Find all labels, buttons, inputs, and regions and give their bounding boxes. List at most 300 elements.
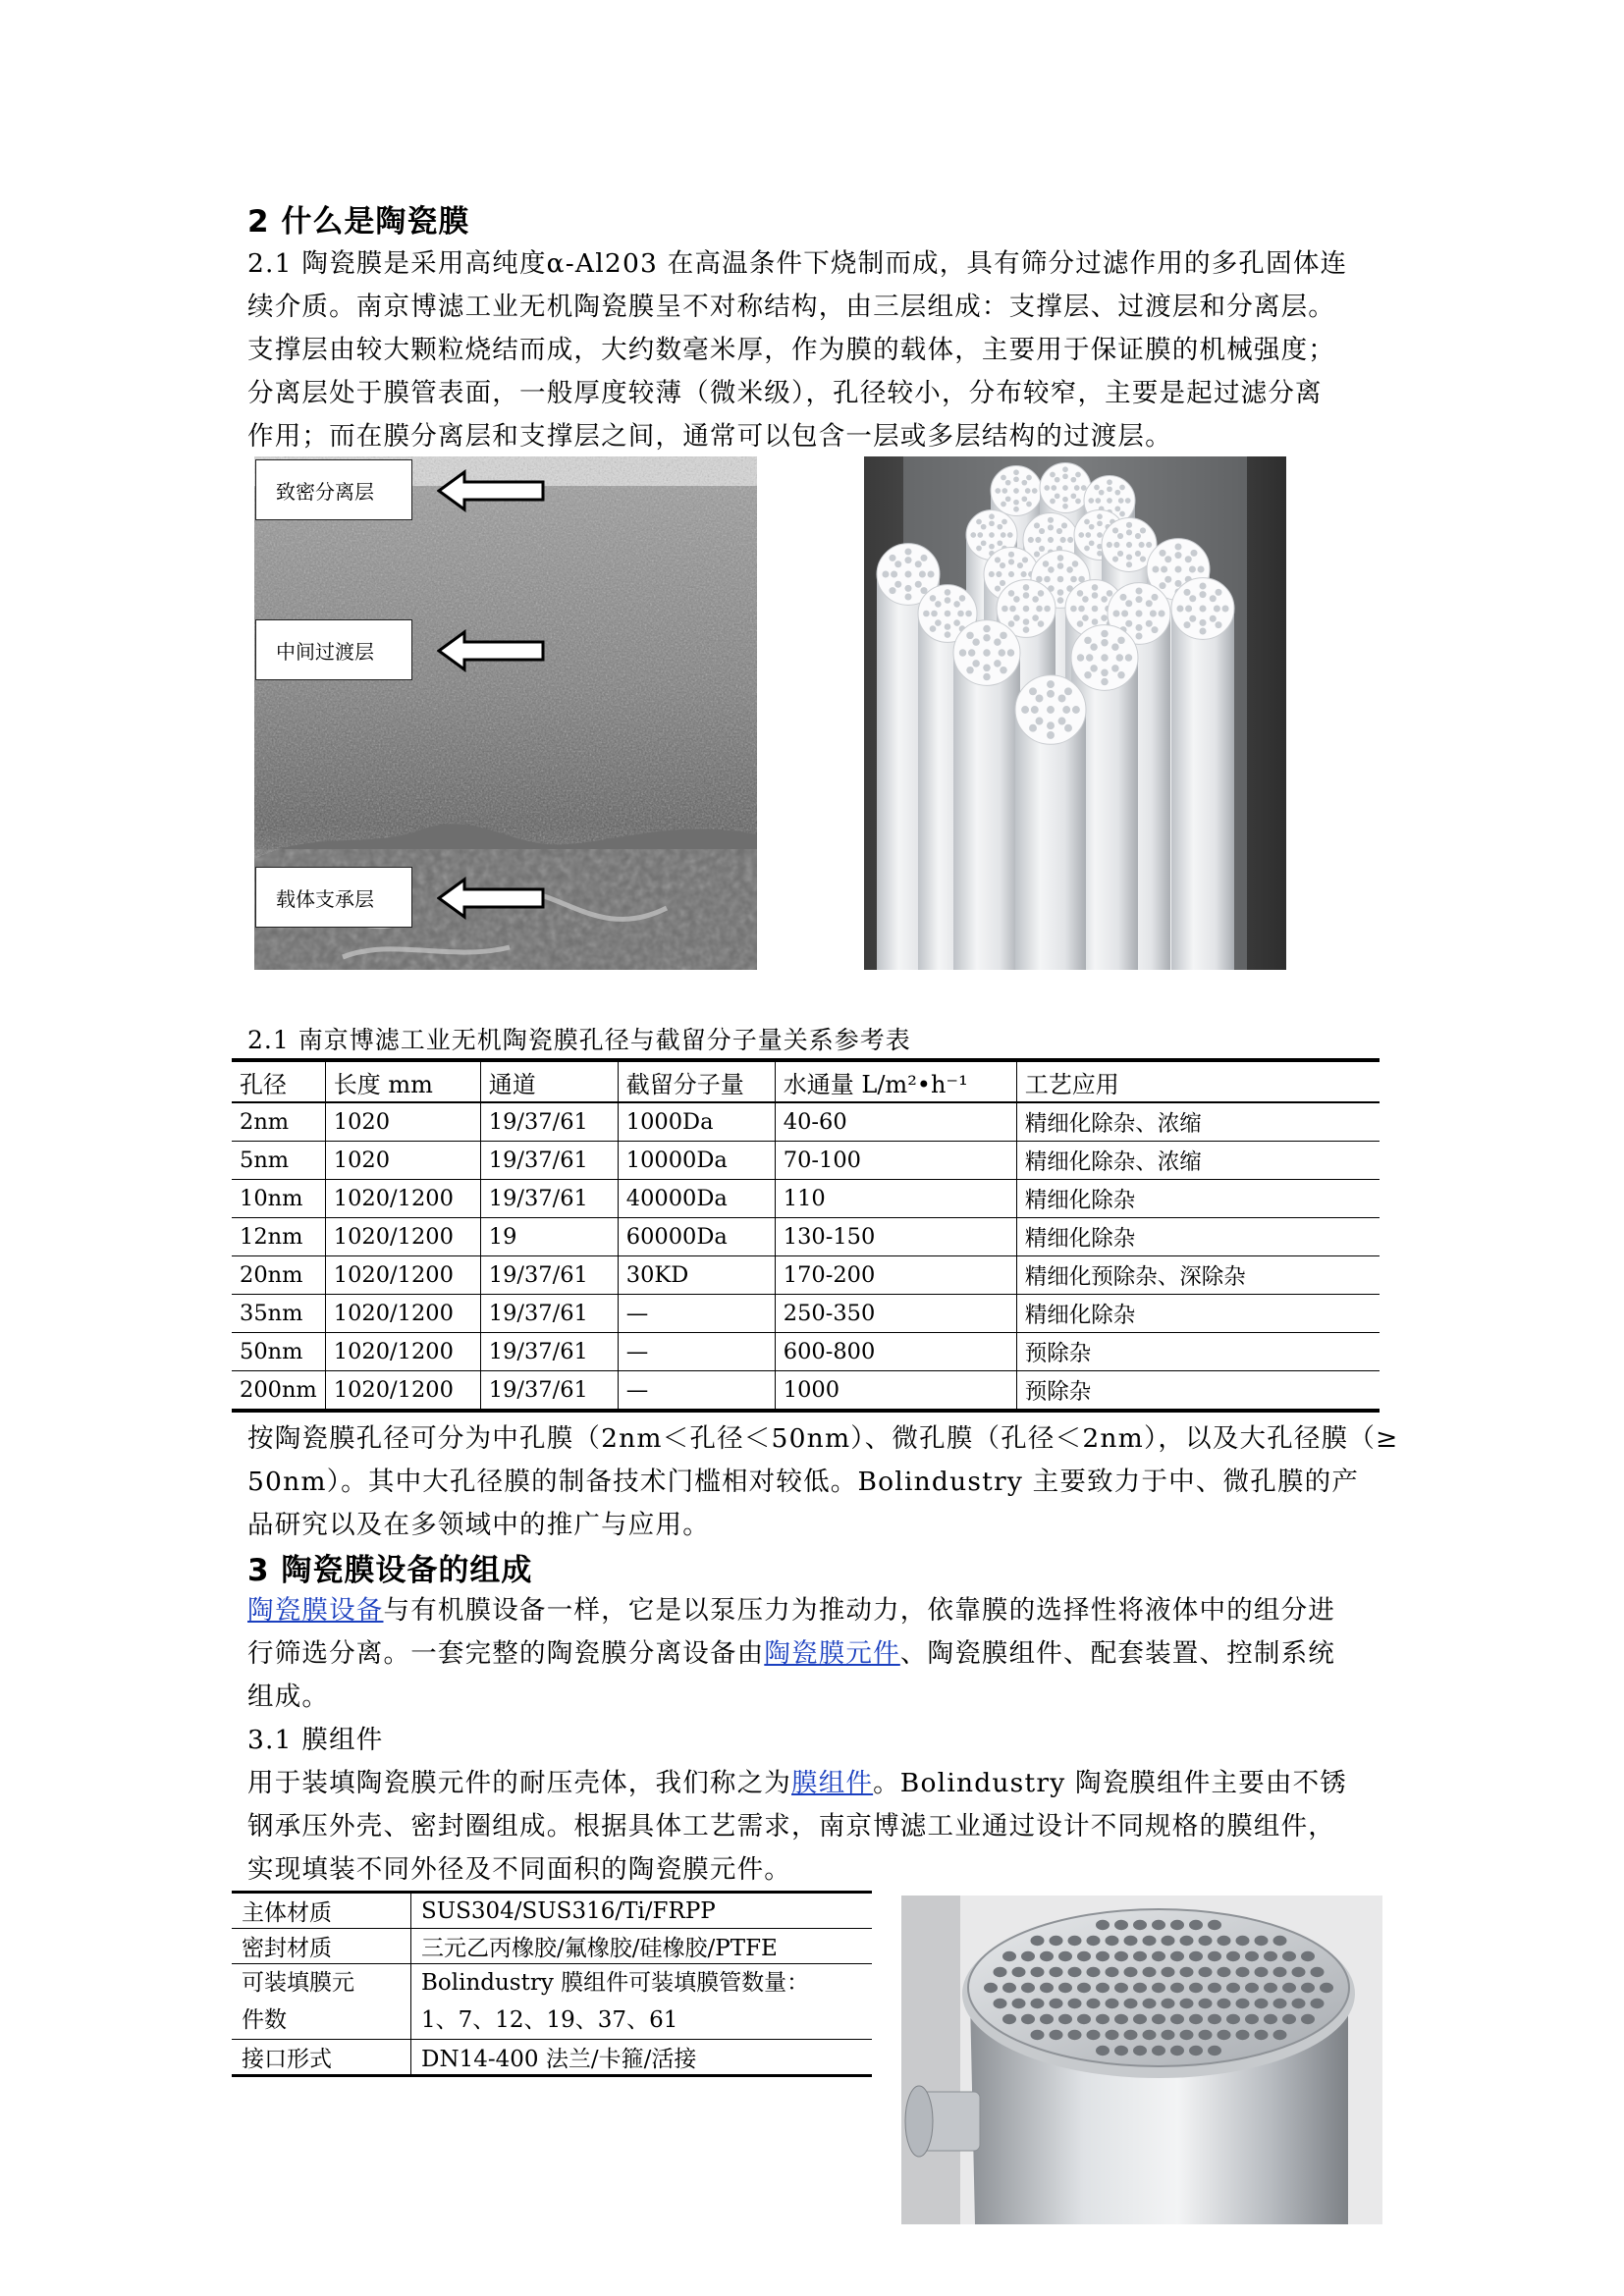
channel-hole bbox=[1107, 479, 1112, 485]
channel-hole bbox=[1199, 605, 1206, 612]
plate-hole bbox=[1031, 1967, 1045, 1977]
plate-hole bbox=[1199, 1999, 1213, 2008]
paragraph-line bbox=[247, 1589, 1406, 1632]
channel-hole bbox=[1077, 620, 1084, 627]
channel-hole bbox=[1135, 624, 1142, 631]
channel-hole bbox=[1198, 565, 1205, 572]
channel-hole bbox=[1183, 621, 1190, 628]
text-span: 、陶瓷膜组件、配套装置、控制系统 bbox=[899, 1638, 1336, 1669]
channel-hole bbox=[904, 594, 911, 601]
plate-hole bbox=[1050, 1999, 1063, 2008]
channel-hole bbox=[1135, 633, 1142, 640]
plate-hole bbox=[1236, 1999, 1250, 2008]
table-cell: 精细化除杂 bbox=[1016, 1180, 1380, 1218]
plate-hole bbox=[1152, 2046, 1165, 2056]
channel-hole bbox=[1151, 594, 1158, 601]
table-cell: — bbox=[618, 1295, 775, 1333]
plate-hole bbox=[1012, 1999, 1026, 2008]
plate-hole bbox=[1199, 1967, 1213, 1977]
channel-hole bbox=[1215, 621, 1221, 628]
plate-hole bbox=[1143, 2030, 1157, 2040]
table-cell: 1020 bbox=[325, 1102, 480, 1142]
plate-hole bbox=[1236, 2030, 1250, 2040]
channel-hole bbox=[983, 665, 990, 671]
plate-hole bbox=[1255, 2030, 1269, 2040]
plate-hole bbox=[1114, 1983, 1128, 1993]
channel-hole bbox=[1117, 533, 1123, 539]
plate-hole bbox=[1218, 2030, 1231, 2040]
channel-hole bbox=[1099, 490, 1105, 496]
plate-hole bbox=[1170, 2046, 1184, 2056]
channel-hole bbox=[1189, 565, 1196, 572]
spec-value bbox=[411, 1964, 873, 2040]
channel-hole bbox=[1047, 680, 1055, 688]
channel-hole bbox=[1029, 687, 1037, 695]
channel-hole bbox=[1032, 614, 1039, 621]
plate-hole bbox=[1133, 2046, 1147, 2056]
channel-hole bbox=[1013, 476, 1019, 482]
text-span: 。Bolindustry 陶瓷膜组件主要由不锈 bbox=[873, 1768, 1347, 1798]
table-cell: 1020 bbox=[325, 1142, 480, 1180]
table-cell: 19/37/61 bbox=[480, 1295, 618, 1333]
channel-hole bbox=[1113, 542, 1119, 548]
channel-hole bbox=[1013, 488, 1019, 494]
paragraph-line: 按陶瓷膜孔径可分为中孔膜（2nm＜孔径＜50nm）、微孔膜（孔径＜2nm），以及大孔径膜（≥ bbox=[247, 1423, 1399, 1454]
plate-hole bbox=[1040, 1983, 1054, 1993]
channel-hole bbox=[935, 619, 942, 626]
plate-hole bbox=[1152, 1983, 1165, 1993]
channel-hole bbox=[1060, 537, 1066, 543]
table-cell: 30KD bbox=[618, 1256, 775, 1295]
channel-hole bbox=[1126, 529, 1132, 535]
channel-hole bbox=[1092, 618, 1099, 625]
channel-hole bbox=[1023, 618, 1030, 625]
plate-hole bbox=[1189, 1920, 1203, 1930]
plate-hole bbox=[1273, 1967, 1287, 1977]
channel-hole bbox=[1097, 513, 1103, 519]
plate-hole bbox=[1236, 1936, 1250, 1946]
channel-hole bbox=[1084, 671, 1091, 678]
table-cell: 2nm bbox=[232, 1102, 325, 1142]
header-mwco: 截留分子量 bbox=[618, 1060, 775, 1102]
channel-hole bbox=[1057, 589, 1064, 596]
table-cell: 110 bbox=[775, 1180, 1016, 1218]
channel-hole bbox=[957, 611, 964, 617]
spec-value: 三元乙丙橡胶/氟橡胶/硅橡胶/PTFE bbox=[411, 1929, 873, 1964]
spec-value: DN14-400 法兰/卡箍/活接 bbox=[411, 2040, 873, 2076]
channel-hole bbox=[1185, 605, 1192, 612]
table-cell: — bbox=[618, 1333, 775, 1371]
paragraph-line: 支撑层由较大颗粒烧结而成，大约数毫米厚，作为膜的载体，主要用于保证膜的机械强度； bbox=[247, 335, 1335, 365]
channel-hole bbox=[1189, 615, 1196, 622]
plate-hole bbox=[1162, 2030, 1175, 2040]
plate-hole bbox=[1058, 1951, 1072, 1961]
channel-hole bbox=[1117, 551, 1123, 557]
plate-hole bbox=[1208, 1920, 1221, 1930]
channel-hole bbox=[1050, 499, 1056, 505]
channel-hole bbox=[1140, 527, 1146, 533]
plate-hole bbox=[1255, 1999, 1269, 2008]
channel-hole bbox=[1119, 594, 1126, 601]
channel-hole bbox=[1044, 485, 1050, 491]
table-cell: — bbox=[618, 1371, 775, 1412]
channel-hole bbox=[1008, 620, 1015, 627]
table-cell: 40-60 bbox=[775, 1102, 1016, 1142]
plate-hole bbox=[1114, 2014, 1128, 2024]
channel-hole bbox=[889, 587, 895, 594]
channel-hole bbox=[1112, 556, 1118, 561]
channel-hole bbox=[1119, 511, 1125, 517]
channel-hole bbox=[959, 595, 966, 602]
channel-hole bbox=[953, 601, 960, 608]
plate-hole bbox=[1152, 1920, 1165, 1930]
channel-hole bbox=[1021, 706, 1029, 714]
channel-hole bbox=[1135, 610, 1142, 616]
channel-hole bbox=[1048, 537, 1054, 543]
channel-hole bbox=[1064, 724, 1072, 732]
plate-hole bbox=[1068, 1967, 1082, 1977]
channel-hole bbox=[1117, 671, 1124, 678]
pore-classification-paragraph bbox=[247, 1417, 1406, 1547]
channel-hole bbox=[997, 540, 1002, 546]
header-length: 长度 mm bbox=[325, 1060, 480, 1102]
channel-hole bbox=[1090, 665, 1097, 671]
spec-key-line: 可装填膜元 bbox=[242, 1970, 354, 1996]
plate-hole bbox=[1058, 2014, 1072, 2024]
pore-size-table bbox=[232, 1058, 1380, 1413]
channel-hole bbox=[1084, 519, 1090, 525]
channel-hole bbox=[1044, 606, 1051, 613]
plate-hole bbox=[1226, 1983, 1240, 1993]
spec-value-line: 1、7、12、19、37、61 bbox=[421, 2007, 678, 2033]
plate-hole bbox=[1282, 1983, 1296, 1993]
channel-hole bbox=[930, 595, 937, 602]
channel-hole bbox=[1135, 551, 1141, 557]
channel-hole bbox=[1107, 498, 1112, 504]
channel-hole bbox=[1013, 500, 1019, 506]
channel-hole bbox=[1070, 606, 1077, 613]
channel-hole bbox=[1038, 620, 1045, 627]
plate-hole bbox=[1189, 2014, 1203, 2024]
table-cell: 预除杂 bbox=[1016, 1371, 1380, 1412]
channel-hole bbox=[1164, 556, 1171, 562]
channel-hole bbox=[995, 585, 1001, 591]
membrane-module-photo bbox=[901, 1896, 1382, 2224]
channel-hole bbox=[983, 673, 990, 680]
channel-hole bbox=[1118, 498, 1124, 504]
sem-label-dense-layer: 致密分离层 bbox=[255, 459, 412, 520]
table-row bbox=[232, 1142, 1380, 1180]
table-cell: 40000Da bbox=[618, 1180, 775, 1218]
channel-hole bbox=[1101, 639, 1108, 646]
plate-hole bbox=[1096, 1951, 1110, 1961]
table-cell: 600-800 bbox=[775, 1333, 1016, 1371]
channel-hole bbox=[1111, 665, 1118, 671]
channel-hole bbox=[904, 570, 911, 577]
channel-hole bbox=[1085, 532, 1091, 538]
plate-hole bbox=[1208, 2046, 1221, 2056]
plate-hole bbox=[1180, 1967, 1194, 1977]
table-row bbox=[232, 1929, 872, 1964]
plate-hole bbox=[1264, 1951, 1277, 1961]
plate-hole bbox=[1273, 2030, 1287, 2040]
channel-hole bbox=[995, 557, 1001, 562]
channel-hole bbox=[981, 524, 987, 530]
plate-hole bbox=[1170, 2014, 1184, 2024]
channel-hole bbox=[972, 638, 979, 645]
table-cell: 5nm bbox=[232, 1142, 325, 1180]
plate-hole bbox=[1124, 1999, 1138, 2008]
channel-hole bbox=[1001, 519, 1007, 525]
table-cell: 19/37/61 bbox=[480, 1102, 618, 1142]
plate-hole bbox=[1218, 1999, 1231, 2008]
channel-hole bbox=[1084, 637, 1091, 644]
plate-hole bbox=[994, 1967, 1007, 1977]
plate-hole bbox=[1292, 1967, 1306, 1977]
plate-hole bbox=[1031, 2030, 1045, 2040]
channel-hole bbox=[1150, 610, 1157, 616]
table-cell: 50nm bbox=[232, 1333, 325, 1371]
ceramic-membrane-element-link[interactable]: 陶瓷膜元件 bbox=[764, 1638, 900, 1669]
plate-hole bbox=[1245, 1951, 1259, 1961]
channel-hole bbox=[1043, 561, 1050, 567]
plate-hole bbox=[1189, 2046, 1203, 2056]
plate-hole bbox=[1002, 1983, 1016, 1993]
table-cell: 1020/1200 bbox=[325, 1333, 480, 1371]
channel-hole bbox=[1159, 550, 1165, 557]
plate-hole bbox=[1189, 1983, 1203, 1993]
left-arrow-icon bbox=[437, 877, 547, 920]
channel-hole bbox=[970, 532, 976, 538]
channel-hole bbox=[1174, 552, 1181, 559]
channel-hole bbox=[1005, 480, 1011, 486]
channel-hole bbox=[915, 581, 922, 588]
plate-hole bbox=[1021, 1983, 1035, 1993]
channel-hole bbox=[1064, 687, 1072, 695]
table-row bbox=[232, 1964, 872, 2040]
channel-hole bbox=[1199, 582, 1206, 589]
channel-hole bbox=[1047, 690, 1055, 698]
channel-hole bbox=[1034, 551, 1040, 557]
table-cell: 1020/1200 bbox=[325, 1256, 480, 1295]
channel-hole bbox=[1152, 565, 1159, 572]
plate-hole bbox=[1245, 2014, 1259, 2024]
channel-hole bbox=[931, 611, 938, 617]
channel-hole bbox=[1001, 606, 1008, 613]
ceramic-tubes-photo bbox=[864, 456, 1286, 970]
channel-hole bbox=[1001, 488, 1007, 494]
channel-hole bbox=[915, 561, 922, 567]
channel-hole bbox=[976, 546, 982, 552]
channel-hole bbox=[1082, 614, 1089, 621]
channel-hole bbox=[1026, 502, 1032, 507]
channel-hole bbox=[1062, 497, 1068, 503]
channel-hole bbox=[1032, 596, 1039, 603]
channel-hole bbox=[904, 548, 911, 555]
subsection-3-1-paragraph bbox=[247, 1762, 1406, 1892]
table-row bbox=[232, 1218, 1380, 1256]
plate-hole bbox=[994, 1999, 1007, 2008]
channel-hole bbox=[1000, 562, 1005, 568]
table-cell: 19 bbox=[480, 1218, 618, 1256]
channel-hole bbox=[1183, 589, 1190, 596]
paragraph-line bbox=[247, 1632, 1406, 1676]
channel-hole bbox=[1086, 654, 1093, 661]
channel-hole bbox=[983, 634, 990, 641]
channel-hole bbox=[889, 555, 895, 561]
plate-hole bbox=[1170, 1983, 1184, 1993]
channel-hole bbox=[923, 611, 930, 617]
plate-hole bbox=[1143, 1936, 1157, 1946]
channel-hole bbox=[1039, 546, 1045, 552]
channel-hole bbox=[997, 524, 1002, 530]
plate-hole bbox=[1133, 1983, 1147, 1993]
header-pore-size: 孔径 bbox=[232, 1060, 325, 1102]
plate-hole bbox=[1124, 1967, 1138, 1977]
table-cell: 170-200 bbox=[775, 1256, 1016, 1295]
plate-hole bbox=[1162, 1967, 1175, 1977]
channel-hole bbox=[1008, 559, 1014, 564]
channel-hole bbox=[919, 570, 926, 577]
text-span: 与有机膜设备一样，它是以泵压力为推动力，依靠膜的选择性将液体中的组分进 bbox=[383, 1595, 1335, 1626]
plate-hole bbox=[1273, 1999, 1287, 2008]
plate-hole bbox=[1320, 1983, 1333, 1993]
channel-hole bbox=[966, 667, 973, 673]
paragraph-line: 钢承压外壳、密封圈组成。根据具体工艺需求，南京博滤工业通过设计不同规格的膜组件， bbox=[247, 1811, 1335, 1842]
paragraph-line: 组成。 bbox=[247, 1682, 330, 1712]
channel-hole bbox=[1009, 606, 1016, 613]
channel-hole bbox=[966, 632, 973, 639]
plate-hole bbox=[1050, 1967, 1063, 1977]
paragraph-line: 2.1 陶瓷膜是采用高纯度α-Al203 在高温条件下烧制而成，具有筛分过滤作用的多孔固体连 bbox=[247, 248, 1348, 279]
channel-hole bbox=[928, 570, 935, 577]
plate-hole bbox=[1143, 1999, 1157, 2008]
text-span: 用于装填陶瓷膜元件的耐压壳体，我们称之为 bbox=[247, 1768, 791, 1798]
plate-hole bbox=[1199, 1936, 1213, 1946]
channel-hole bbox=[1034, 522, 1040, 528]
plate-hole bbox=[1133, 2014, 1147, 2024]
section-2-paragraph bbox=[247, 242, 1406, 458]
channel-hole bbox=[1107, 590, 1113, 597]
membrane-module-link[interactable]: 膜组件 bbox=[791, 1768, 874, 1798]
table-cell: 精细化预除杂、深除杂 bbox=[1016, 1256, 1380, 1295]
channel-hole bbox=[1077, 654, 1084, 661]
spec-key: 接口形式 bbox=[232, 2040, 411, 2076]
plate-hole bbox=[1058, 1983, 1072, 1993]
table-cell: 19/37/61 bbox=[480, 1256, 618, 1295]
channel-hole bbox=[1047, 731, 1055, 739]
channel-hole bbox=[1151, 626, 1158, 633]
channel-hole bbox=[1199, 591, 1206, 598]
channel-hole bbox=[904, 585, 911, 592]
plate-hole bbox=[1124, 1936, 1138, 1946]
channel-hole bbox=[1047, 706, 1055, 714]
channel-hole bbox=[945, 589, 951, 596]
plate-hole bbox=[1152, 2014, 1165, 2024]
plate-hole bbox=[1133, 1951, 1147, 1961]
plate-hole bbox=[1311, 1967, 1325, 1977]
channel-hole bbox=[983, 625, 990, 632]
paragraph-line: 50nm）。其中大孔径膜的制备技术门槛相对较低。Bolindustry 主要致力于中、微孔膜的产 bbox=[247, 1467, 1360, 1497]
table-cell: 12nm bbox=[232, 1218, 325, 1256]
channel-hole bbox=[1089, 524, 1095, 530]
channel-hole bbox=[1021, 496, 1027, 502]
channel-hole bbox=[1070, 477, 1076, 483]
channel-hole bbox=[1125, 620, 1132, 627]
channel-hole bbox=[1013, 596, 1020, 603]
ceramic-membrane-equipment-link[interactable]: 陶瓷膜设备 bbox=[247, 1595, 384, 1626]
channel-hole bbox=[972, 660, 979, 667]
channel-hole bbox=[1174, 580, 1181, 587]
channel-hole bbox=[1092, 584, 1099, 591]
plate-hole bbox=[1068, 2030, 1082, 2040]
channel-hole bbox=[1126, 561, 1132, 567]
channel-hole bbox=[989, 532, 995, 538]
plate-hole bbox=[1152, 1951, 1165, 1961]
channel-hole bbox=[1135, 533, 1141, 539]
table-cell: 130-150 bbox=[775, 1218, 1016, 1256]
plate-hole bbox=[1096, 1920, 1110, 1930]
channel-hole bbox=[1101, 654, 1108, 661]
channel-hole bbox=[1008, 552, 1014, 558]
plate-hole bbox=[1096, 2046, 1110, 2056]
channel-hole bbox=[1199, 628, 1206, 635]
channel-hole bbox=[1101, 630, 1108, 637]
plate-hole bbox=[1002, 2014, 1016, 2024]
channel-hole bbox=[1107, 486, 1112, 492]
table-cell: 19/37/61 bbox=[480, 1180, 618, 1218]
channel-hole bbox=[1070, 576, 1077, 583]
spec-key-line: 件数 bbox=[242, 2007, 287, 2033]
channel-hole bbox=[1013, 614, 1020, 621]
channel-hole bbox=[1057, 555, 1064, 561]
channel-hole bbox=[1022, 557, 1028, 562]
channel-hole bbox=[1048, 566, 1055, 573]
channel-hole bbox=[1039, 528, 1045, 534]
channel-hole bbox=[1164, 576, 1171, 583]
sem-label-transition-layer: 中间过渡层 bbox=[255, 619, 412, 680]
channel-hole bbox=[1026, 475, 1032, 481]
channel-hole bbox=[1078, 606, 1085, 613]
channel-hole bbox=[968, 649, 975, 656]
channel-hole bbox=[945, 623, 951, 630]
plate-hole bbox=[1124, 2030, 1138, 2040]
plate-hole bbox=[1301, 1951, 1315, 1961]
channel-hole bbox=[1013, 469, 1019, 475]
channel-hole bbox=[1028, 537, 1034, 543]
spec-value: SUS304/SUS316/Ti/FRPP bbox=[411, 1893, 873, 1929]
channel-hole bbox=[1000, 667, 1006, 673]
plate-hole bbox=[1087, 1936, 1101, 1946]
channel-hole bbox=[1072, 561, 1079, 567]
channel-hole bbox=[920, 555, 927, 561]
channel-hole bbox=[1114, 506, 1120, 511]
channel-hole bbox=[1013, 507, 1019, 512]
table-cell: 35nm bbox=[232, 1295, 325, 1333]
channel-hole bbox=[1001, 502, 1006, 507]
channel-hole bbox=[1135, 596, 1142, 603]
channel-hole bbox=[1174, 565, 1181, 572]
table-row bbox=[232, 1371, 1380, 1412]
channel-hole bbox=[1210, 615, 1217, 622]
table-row bbox=[232, 1295, 1380, 1333]
channel-hole bbox=[1146, 620, 1153, 627]
channel-hole bbox=[945, 597, 951, 604]
plate-hole bbox=[1226, 2014, 1240, 2024]
channel-hole bbox=[953, 619, 960, 626]
plate-hole bbox=[1077, 2014, 1091, 2024]
table-cell: 精细化除杂、浓缩 bbox=[1016, 1142, 1380, 1180]
